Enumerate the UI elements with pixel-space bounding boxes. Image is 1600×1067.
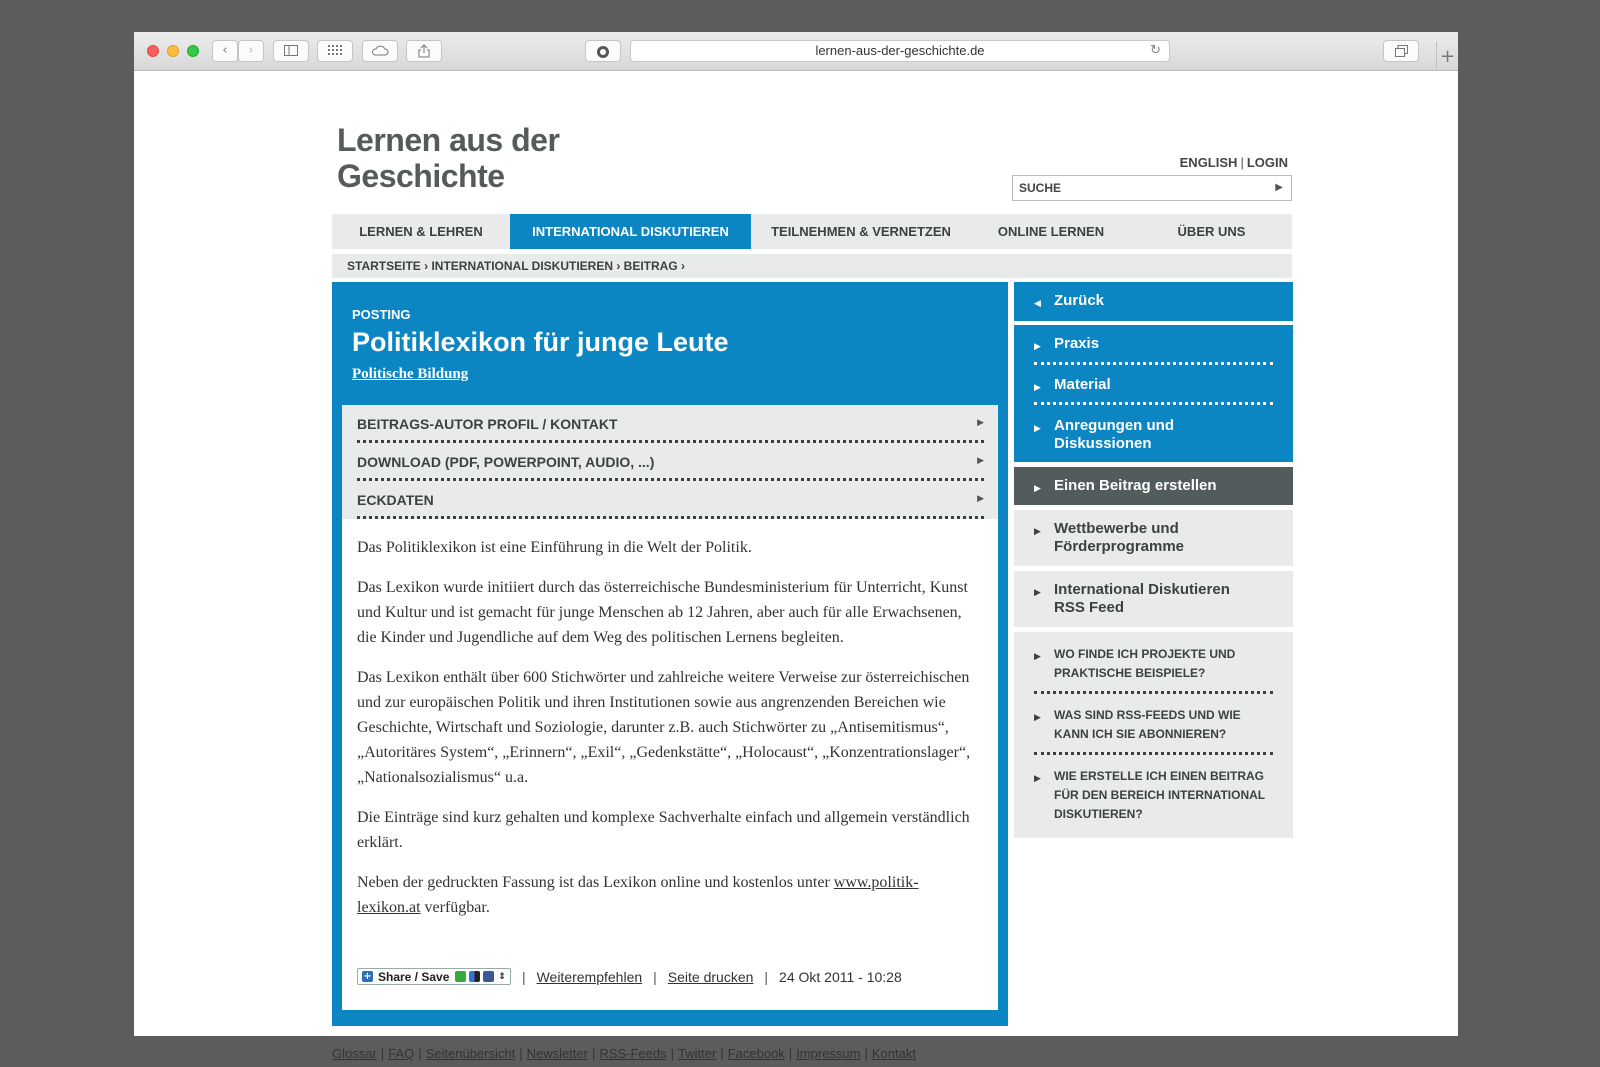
top-links [1180, 155, 1288, 170]
share-label: Share / Save [378, 969, 450, 984]
paragraph [357, 870, 975, 920]
accordion-eckdaten[interactable] [342, 481, 998, 519]
sidebar-link [1034, 581, 1254, 617]
delicious-icon [469, 971, 480, 982]
article-panel [332, 282, 1008, 1026]
sidebar-icon [284, 45, 298, 56]
nav-item-international-diskutieren[interactable]: INTERNATIONAL DISKUTIEREN [510, 214, 751, 249]
separator: | [1240, 155, 1244, 170]
site-logo[interactable] [337, 122, 559, 194]
search-input[interactable] [1013, 176, 1253, 200]
footer-link-facebook[interactable]: Facebook [727, 1046, 785, 1061]
facebook-icon [483, 971, 494, 982]
triangle-right-icon: ▶ [977, 494, 984, 504]
triangle-right-icon: ▶ [1034, 484, 1041, 494]
chevron-right-icon: › [248, 43, 254, 58]
accordion-label: ECKDATEN [357, 492, 434, 508]
accordion-label: BEITRAGS-AUTOR PROFIL / KONTAKT [357, 416, 618, 432]
share-icon [418, 45, 430, 58]
sidebar-item-rss-feed[interactable] [1014, 571, 1293, 627]
footer-link-faq[interactable]: FAQ [388, 1046, 415, 1061]
address-bar[interactable] [630, 40, 1170, 62]
back-label: Zurück [1054, 292, 1105, 309]
main-navigation [332, 214, 1292, 249]
paragraph-text: Neben der gedruckten Fassung ist das Lexikon online und kostenlos unter [357, 874, 834, 891]
article-body-panel [342, 405, 998, 1010]
close-window-button[interactable] [147, 45, 159, 57]
search-box [1012, 175, 1292, 201]
footer-link-kontakt[interactable]: Kontakt [871, 1046, 916, 1061]
grid-icon [328, 45, 342, 55]
recommend-link[interactable]: Weiterempfehlen [536, 968, 643, 985]
icloud-tabs-button[interactable] [362, 40, 398, 62]
accordion-download[interactable] [342, 443, 998, 481]
separator: | [519, 1046, 523, 1061]
sidebar-item-label: International Diskutieren RSS Feed [1054, 581, 1230, 616]
login-link[interactable]: LOGIN [1246, 155, 1288, 170]
footer-link-impressum[interactable]: Impressum [796, 1046, 861, 1061]
create-post-label: Einen Beitrag erstellen [1054, 477, 1217, 494]
separator: | [380, 1046, 385, 1061]
triangle-right-icon: ▶ [1034, 774, 1041, 784]
post-date: 24 Okt 2011 - 10:28 [779, 968, 902, 985]
triangle-right-icon: ▶ [1034, 652, 1041, 662]
print-link[interactable]: Seite drucken [667, 968, 754, 985]
sidebar-blue-menu [1014, 325, 1293, 462]
divider [1034, 691, 1273, 694]
separator: | [418, 1046, 422, 1061]
faq-label: WO FINDE ICH PROJEKTE UND PRAKTISCHE BEISPIELE? [1054, 647, 1236, 680]
triangle-right-icon: ▶ [1034, 424, 1041, 434]
footer-link-glossar[interactable]: Glossar [332, 1046, 377, 1061]
sidebar-toggle-button[interactable] [273, 40, 309, 62]
dropdown-icon: ⇕ [498, 971, 506, 982]
separator: | [670, 1046, 675, 1061]
url-text: lernen-aus-der-geschichte.de [815, 43, 985, 58]
politik-lexikon-link[interactable]: www.politik-lexikon.at [357, 874, 919, 916]
logo-line-1: Lernen aus der [337, 122, 560, 158]
logo-line-2: Geschichte [337, 158, 505, 194]
faq-label: WIE ERSTELLE ICH EINEN BEITRAG FÜR DEN BEREICH INTERNATIONAL DISKUTIEREN? [1054, 769, 1265, 821]
minimize-window-button[interactable] [167, 45, 179, 57]
paragraph: Das Lexikon wurde initiiert durch das österreichische Bundesministerium für Unterricht, Kunst und Kultur und ist gemacht für junge Menschen ab 12 Jahren, aber auch für alle Erwachsenen, die Kinder und Jugendliche auf dem Weg des politischen Lernens begleiten. [357, 579, 968, 646]
sidebar-item-material[interactable] [1034, 376, 1273, 394]
triangle-right-icon: ▶ [1034, 588, 1041, 598]
tab-overview-button[interactable] [1383, 40, 1419, 62]
sidebar-item-label: Anregungen und Diskussionen [1054, 417, 1174, 452]
email-share-icon [455, 971, 466, 982]
separator: | [521, 968, 526, 985]
paragraph: Das Politiklexikon ist eine Einführung in die Welt der Politik. [357, 539, 752, 556]
sidebar-item-label: Praxis [1054, 335, 1100, 352]
chevron-left-icon: ‹ [222, 43, 228, 58]
zoom-window-button[interactable] [187, 45, 199, 57]
sidebar-item-label: Material [1054, 376, 1111, 393]
divider [357, 516, 984, 519]
footer-link-seitenuebersicht[interactable]: Seitenübersicht [425, 1046, 516, 1061]
divider [1034, 752, 1273, 755]
faq-item-beitrag[interactable] [1034, 767, 1273, 824]
divider [1034, 362, 1273, 365]
nav-item-lernen-lehren[interactable]: LERNEN & LEHREN [359, 224, 483, 239]
new-tab-button[interactable] [1436, 42, 1458, 71]
triangle-right-icon: ▶ [977, 456, 984, 466]
triangle-right-icon: ▶ [1034, 383, 1041, 393]
sidebar-item-label: Wettbewerbe und Förderprogramme [1054, 520, 1185, 555]
footer-link-twitter[interactable]: Twitter [678, 1046, 717, 1061]
triangle-right-icon: ▶ [1034, 342, 1041, 352]
sidebar-item-anregungen[interactable] [1034, 417, 1214, 453]
separator: | [788, 1046, 793, 1061]
separator: | [653, 968, 657, 985]
share-button[interactable] [406, 40, 442, 62]
separator: | [592, 1046, 596, 1061]
faq-label: WAS SIND RSS-FEEDS UND WIE KANN ICH SIE ABONNIEREN? [1054, 708, 1241, 741]
reload-icon[interactable]: ↻ [1150, 43, 1161, 58]
faq-item-rss[interactable] [1034, 706, 1273, 744]
english-link[interactable]: ENGLISH [1179, 155, 1238, 170]
category-link[interactable]: Politische Bildung [352, 366, 469, 382]
separator: | [720, 1046, 724, 1061]
share-save-button[interactable] [357, 968, 511, 985]
paragraph-text: verfügbar. [420, 899, 490, 916]
search-submit-icon[interactable]: ▶ [1275, 182, 1283, 193]
nav-item-online-lernen[interactable]: ONLINE LERNEN [997, 224, 1105, 239]
footer-link-rss-feeds[interactable]: RSS-Feeds [599, 1046, 667, 1061]
plus-icon: + [363, 971, 372, 982]
privacy-button[interactable] [585, 40, 621, 62]
tabs-icon [1395, 45, 1408, 57]
plus-icon: + [1439, 46, 1456, 67]
triangle-right-icon: ▶ [1034, 713, 1041, 723]
browser-window [134, 32, 1458, 1061]
accordion-author-profile[interactable] [342, 405, 998, 443]
nav-item-ueber-uns[interactable]: ÜBER UNS [1177, 224, 1246, 239]
back-button[interactable] [1014, 282, 1293, 321]
sidebar-item-praxis[interactable] [1034, 335, 1273, 353]
top-sites-button[interactable] [317, 40, 353, 62]
faq-box [1014, 632, 1293, 838]
footer-links [332, 1046, 916, 1061]
article-meta [357, 968, 902, 985]
sidebar-item-wettbewerbe[interactable] [1014, 510, 1293, 566]
article-text [357, 535, 975, 935]
breadcrumb[interactable]: STARTSEITE › INTERNATIONAL DISKUTIEREN › BEITRAG › [332, 254, 1292, 278]
forward-button[interactable] [238, 40, 264, 62]
back-button[interactable] [212, 40, 238, 62]
web-page [134, 72, 1458, 1061]
triangle-right-icon: ▶ [1034, 527, 1041, 537]
paragraph: Das Lexikon enthält über 600 Stichwörter und zahlreiche weitere Verweise zur österreichischen und zur europäischen Politik und ihren Institutionen sowie aus angrenzenden Bereichen wie Geschichte, Wirtschaft und Soziologie, darunter z.B. auch Stichwörter zu „Antisemitismus“, „Autoritäres System“, „Erinnern“, „Exil“, „Gedenkstätte“, „Holocaust“, „Konzentrationslager“, „Nationalsozialismus“ u.a. [357, 669, 971, 786]
cloud-icon [371, 45, 389, 56]
footer-link-newsletter[interactable]: Newsletter [526, 1046, 589, 1061]
divider [1034, 402, 1273, 405]
article-type: POSTING [352, 307, 411, 322]
create-post-link [1034, 477, 1273, 495]
page-title: Politiklexikon für junge Leute [352, 327, 729, 357]
back-link [1034, 292, 1273, 310]
accordion-label: DOWNLOAD (PDF, POWERPOINT, AUDIO, ...) [357, 454, 655, 470]
shield-icon [596, 45, 610, 59]
triangle-right-icon: ▶ [977, 418, 984, 428]
nav-item-teilnehmen-vernetzen[interactable]: TEILNEHMEN & VERNETZEN [771, 224, 951, 239]
separator: | [764, 968, 769, 985]
create-post-button[interactable] [1014, 467, 1293, 505]
sidebar-link [1034, 520, 1214, 556]
paragraph: Die Einträge sind kurz gehalten und komplexe Sachverhalte einfach und allgemein verständlich erklärt. [357, 809, 970, 851]
browser-toolbar [134, 32, 1458, 71]
faq-item-projekte[interactable] [1034, 645, 1273, 683]
separator: | [864, 1046, 868, 1061]
triangle-left-icon: ◀ [1034, 299, 1041, 309]
